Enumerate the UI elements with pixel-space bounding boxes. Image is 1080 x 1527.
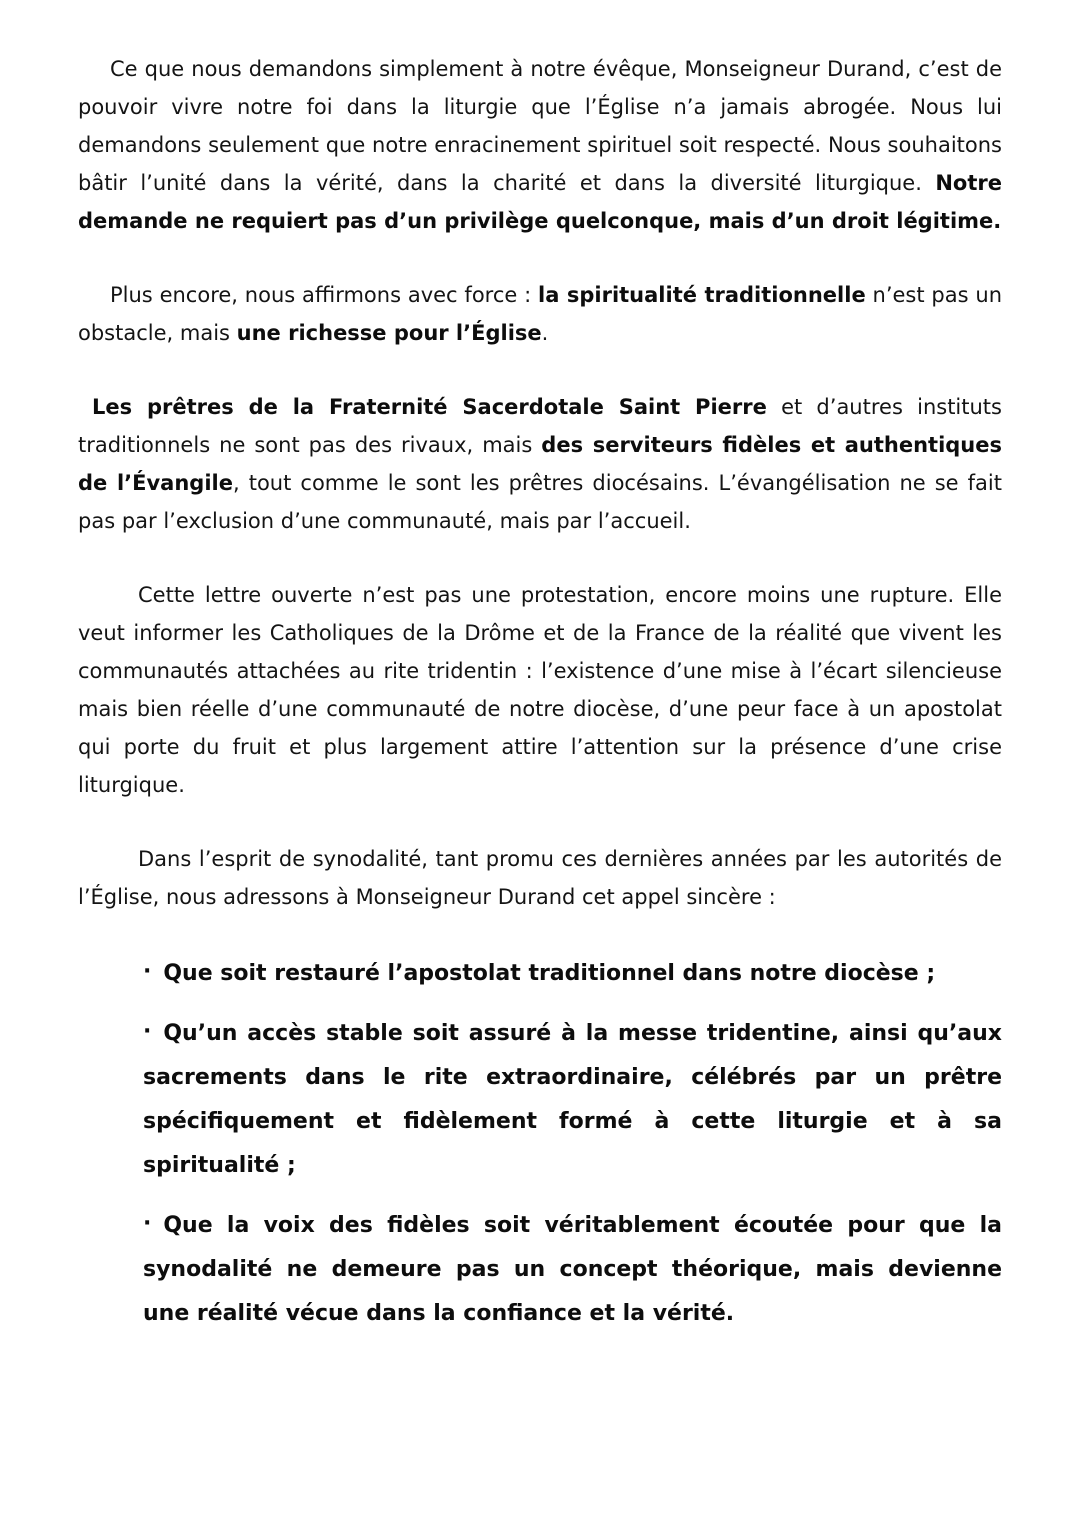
bullet-item-acces-stable bbox=[143, 1012, 1002, 1188]
bullet-item-voix-fideles-text: Que la voix des fidèles soit véritablement écoutée pour que la synodalité ne demeure pas un concept théorique, mais devienne une réalité vécue dans la confiance et la vérité. bbox=[143, 1213, 1002, 1326]
paragraph-affirmation-text-2: n’est pas un obstacle, mais bbox=[78, 283, 1002, 345]
paragraph-fraternity-bold-2: des serviteurs fidèles et authentiques de l’Évangile bbox=[78, 433, 1003, 495]
bullet-item-apostolat-text: Que soit restauré l’apostolat traditionnel dans notre diocèse ; bbox=[163, 961, 936, 986]
paragraph-affirmation-period: . bbox=[541, 321, 549, 345]
bullet-dot-icon: · bbox=[143, 1019, 152, 1044]
paragraph-open-letter bbox=[78, 576, 1002, 804]
paragraph-synodality bbox=[78, 840, 1002, 916]
bullet-dot-icon: · bbox=[143, 1211, 152, 1236]
paragraph-affirmation-text-1: Plus encore, nous affirmons avec force : bbox=[110, 283, 539, 307]
paragraph-fraternity bbox=[78, 388, 1002, 540]
paragraph-affirmation-bold-1: la spiritualité traditionnelle bbox=[538, 283, 866, 307]
bullet-item-apostolat bbox=[143, 952, 1002, 996]
paragraph-request-bold: Notre demande ne requiert pas d’un privilège quelconque, mais d’un droit légitime. bbox=[78, 171, 1002, 233]
paragraph-request-text: Ce que nous demandons simplement à notre évêque, Monseigneur Durand, c’est de pouvoir vivre notre foi dans la liturgie que l’Église n’a jamais abrogée. Nous lui demandons seulement que notre enracinement spirituel soit respecté. Nous souhaitons bâtir l’unité dans la vérité, dans la charité et dans la diversité liturgique. bbox=[78, 57, 1002, 195]
bullet-item-voix-fideles bbox=[143, 1204, 1002, 1336]
paragraph-open-letter-text: Cette lettre ouverte n’est pas une protestation, encore moins une rupture. Elle veut informer les Catholiques de la Drôme et de la France de la réalité que vivent les communautés attachées au rite tridentin : l’existence d’une mise à l’écart silencieuse mais bien réelle d’une communauté de notre diocèse, d’une peur face à un apostolat qui porte du fruit et plus largement attire l’attention sur la présence d’une crise liturgique. bbox=[78, 583, 1002, 797]
bullet-dot-icon: · bbox=[143, 959, 152, 984]
paragraph-affirmation bbox=[78, 276, 1002, 352]
paragraph-synodality-text: Dans l’esprit de synodalité, tant promu ces dernières années par les autorités de l’Église, nous adressons à Monseigneur Durand cet appel sincère : bbox=[78, 847, 1002, 909]
paragraph-fraternity-bold-1: Les prêtres de la Fraternité Sacerdotale Saint Pierre bbox=[92, 395, 767, 419]
paragraph-fraternity-text-2: , tout comme le sont les prêtres diocésains. L’évangélisation ne se fait pas par l’exclusion d’une communauté, mais par l’accueil. bbox=[78, 471, 1002, 533]
paragraph-fraternity-text-1: et d’autres instituts traditionnels ne sont pas des rivaux, mais bbox=[78, 395, 1002, 457]
bullet-list bbox=[143, 952, 1002, 1336]
paragraph-affirmation-bold-2: une richesse pour l’Église bbox=[236, 321, 542, 345]
bullet-item-acces-stable-text: Qu’un accès stable soit assuré à la messe tridentine, ainsi qu’aux sacrements dans le rite extraordinaire, célébrés par un prêtre spécifiquement et fidèlement formé à cette liturgie et à sa spiritualité ; bbox=[143, 1021, 1002, 1178]
paragraph-request bbox=[78, 50, 1002, 240]
